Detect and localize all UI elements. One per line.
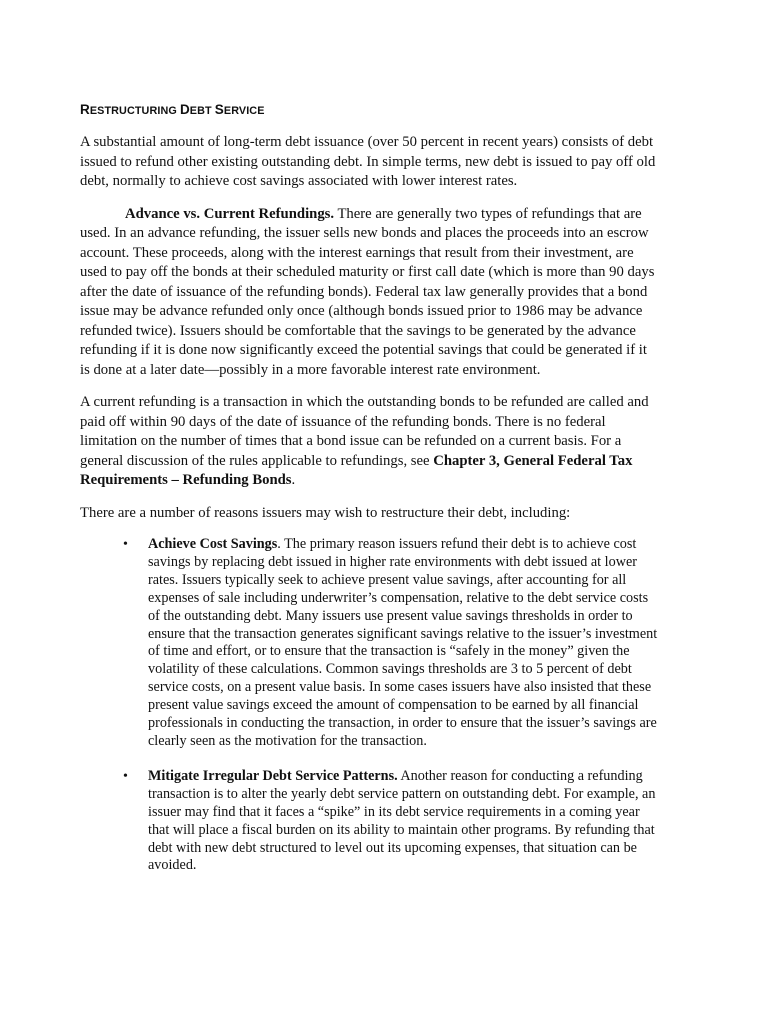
heading-initial-s: S [214, 102, 224, 117]
advance-current-body: There are generally two types of refundings that are used. In an advance refunding, the issuer sells new bonds and places the proceeds into an escrow account. These proceeds, along with the interest earnings that result from their investment, are used to pay off the bonds at their scheduled maturity or first call date (which is more than 90 days after the date of issuance of the refunding bonds). Federal tax law generally provides that a bond issue may be advance refunded only once (although bonds issued prior to 1986 may be advance refunded twice). Issuers should be comfortable that the savings to be generated by the advance refunding if it is done now significantly exceed the potential savings that could be generated if it is done at a later date—possibly in a more favorable interest rate environment. [80, 205, 655, 378]
reasons-list [80, 536, 658, 875]
heading-word-debt: EBT [189, 105, 215, 117]
list-item [123, 767, 658, 875]
advance-current-lead: Advance vs. Current Refundings. [125, 205, 335, 222]
bullet-icon: • [123, 537, 128, 552]
current-refunding-body: A current refunding is a transaction in which the outstanding bonds to be refunded are called and paid off within 90 days of the date of issuance of the refunding bonds. There is no federal limitation on the number of times that a bond issue can be refunded on a current basis. For a general discussion of the rules applicable to refundings, see [80, 394, 649, 469]
heading-initial-d: D [179, 102, 190, 117]
bullet-lead: Achieve Cost Savings [148, 536, 278, 552]
bullet-icon: • [123, 768, 128, 784]
current-refunding-paragraph [80, 393, 658, 491]
document-page [80, 102, 658, 892]
list-item [123, 536, 658, 751]
heading-initial-r: R [80, 102, 90, 117]
bullet-body: . The primary reason issuers refund their debt is to achieve cost savings by replacing debt issued in higher rate environments with debt issued at lower rates. Issuers typically seek to achieve present value savings, after accounting for all expenses of sale including underwriter’s compensation, relative to the debt service costs of the outstanding debt. Many issuers use present value savings thresholds in order to ensure that the transaction generates significant savings relative to the issuer’s investment of time and effort, or to ensure that the transaction is “safely in the money” given the volatility of these calculations. Common savings thresholds are 3 to 5 percent of debt service costs, on a present value basis. In some cases issuers have also insisted that these present value savings exceed the amount of compensation to be earned by all financial professionals in conducting the transaction, in order to ensure that the issuer’s savings are clearly seen as the motivation for the transaction. [148, 536, 658, 749]
intro-paragraph: A substantial amount of long-term debt issuance (over 50 percent in recent years) consists of debt issued to refund other existing outstanding debt. In simple terms, new debt is issued to pay off old debt, normally to achieve cost savings associated with lower interest rates. [80, 134, 656, 189]
section-heading [80, 102, 658, 119]
bullet-lead: Mitigate Irregular Debt Service Patterns. [148, 767, 398, 784]
chapter-reference: Chapter 3, General Federal Tax Requirements – Refunding Bonds [80, 452, 633, 488]
heading-word-service: ERVICE [223, 105, 265, 117]
advance-current-paragraph [80, 205, 658, 381]
heading-word-restructuring: ESTRUCTURING [89, 105, 180, 117]
reasons-intro-paragraph: There are a number of reasons issuers may wish to restructure their debt, including: [80, 504, 571, 521]
bullet-body: Another reason for conducting a refunding transaction is to alter the yearly debt service pattern on outstanding debt. For example, an issuer may find that it faces a “spike” in its debt service requirements in a coming year that will place a fiscal burden on its ability to maintain other programs. By refunding that debt with new debt structured to level out its upcoming expenses, that situation can be avoided. [148, 767, 656, 874]
current-refunding-end: . [291, 472, 296, 488]
